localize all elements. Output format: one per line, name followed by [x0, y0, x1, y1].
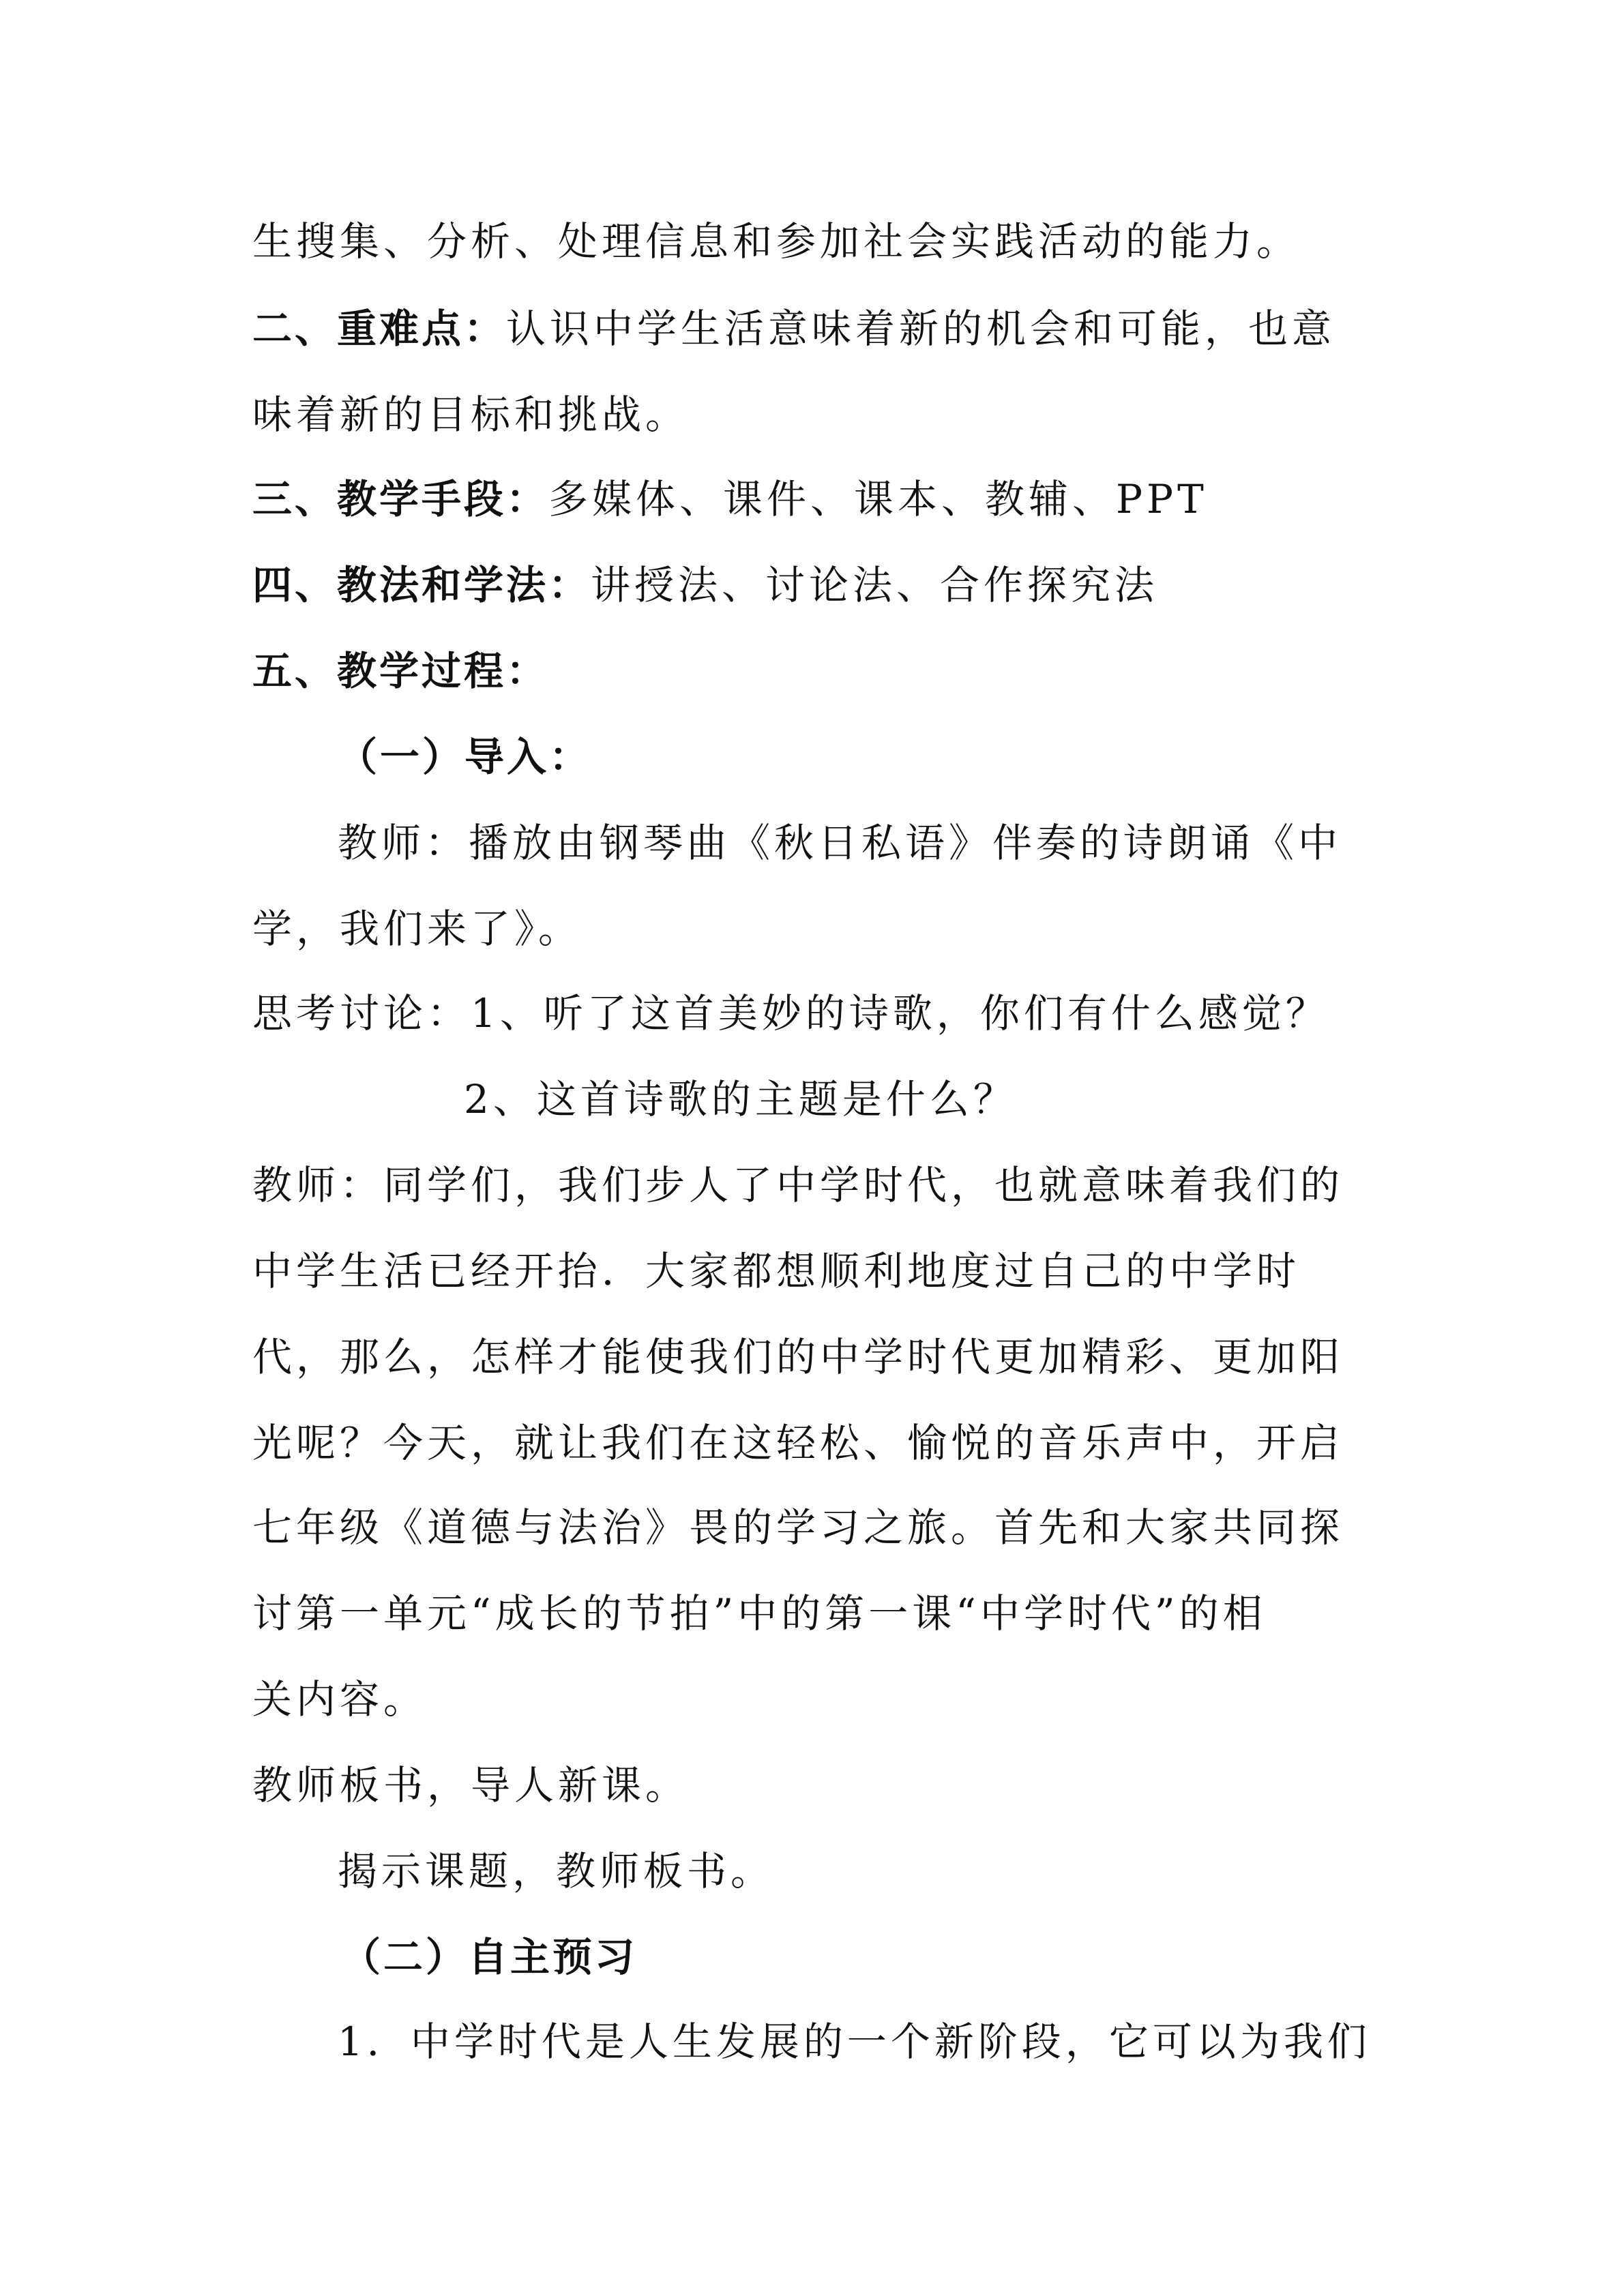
paragraph-line — [252, 1330, 1344, 1384]
section-teaching-methods — [252, 558, 1158, 612]
section-heading: 五、教学过程： — [252, 648, 549, 694]
line-text: 中学生活已经开抬．大家都想顺利地度过自己的中学时 — [252, 1248, 1301, 1294]
paragraph-line — [252, 901, 582, 956]
paragraph-line — [252, 1500, 1344, 1555]
paragraph-line — [252, 1758, 689, 1813]
subsection-heading: （一）导入： — [338, 734, 592, 780]
line-text: 认识中学生活意味着新的机会和可能，也意 — [506, 305, 1336, 352]
discussion-question — [464, 1072, 1017, 1127]
line-text: 光呢？今天，就让我们在这轻松、愉悦的音乐声中，开启 — [252, 1420, 1344, 1466]
section-teaching-process — [252, 644, 548, 698]
paragraph-line — [338, 1844, 774, 1898]
line-text: 关内容。 — [252, 1676, 428, 1723]
line-text: 代，那么，怎样才能使我们的中学时代更加精彩、更加阳 — [252, 1334, 1344, 1380]
section-heading: 四、教法和学法： — [252, 562, 591, 608]
paragraph-line — [252, 387, 689, 442]
line-text: 七年级《道德与法治》畏的学习之旅。首先和大家共同探 — [252, 1504, 1344, 1551]
paragraph-line — [252, 214, 1300, 269]
section-heading: 二、重难点： — [252, 305, 507, 352]
paragraph-line — [252, 1158, 1344, 1212]
line-text: 多媒体、课件、课本、教辅、PPT — [548, 476, 1208, 522]
paragraph-line — [252, 1586, 1267, 1641]
line-text: 学，我们来了》。 — [252, 906, 582, 952]
subsection-introduction — [338, 730, 591, 784]
paragraph-line — [252, 1244, 1300, 1298]
line-text: 讨第一单元“成长的节拍”中的第一课“中学时代”的相 — [252, 1590, 1267, 1637]
line-text: 生搜集、分析、处理信息和参加社会实践活动的能力。 — [252, 218, 1301, 265]
paragraph-line — [252, 1672, 427, 1727]
paragraph-line — [338, 816, 1342, 870]
line-text: 味着新的目标和挑战。 — [252, 391, 690, 438]
section-heading: 三、教学手段： — [252, 476, 549, 522]
line-text: 教师：同学们，我们步人了中学时代，也就意味着我们的 — [252, 1162, 1344, 1208]
subsection-heading: （二）自主预习 — [341, 1934, 638, 1980]
subsection-self-study — [341, 1930, 637, 1984]
discussion-question — [252, 986, 1329, 1041]
line-text: 教师：播放由钢琴曲《秋日私语》伴奏的诗朗诵《中 — [338, 820, 1342, 866]
paragraph-line — [252, 1416, 1344, 1470]
line-text: 教师板书，导人新课。 — [252, 1762, 690, 1808]
line-text: 思考讨论：1、听了这首美妙的诗歌，你们有什么感觉？ — [252, 990, 1329, 1037]
line-text: 讲授法、讨论法、合作探究法 — [591, 562, 1159, 608]
line-text: 2、这首诗歌的主题是什么？ — [464, 1076, 1017, 1122]
line-text: 揭示课题，教师板书。 — [338, 1848, 775, 1894]
line-text: 1．中学时代是人生发展的一个新阶段，它可以为我们 — [338, 2018, 1371, 2065]
section-key-points — [252, 301, 1335, 356]
section-teaching-means — [252, 472, 1208, 526]
paragraph-line — [338, 2014, 1371, 2069]
